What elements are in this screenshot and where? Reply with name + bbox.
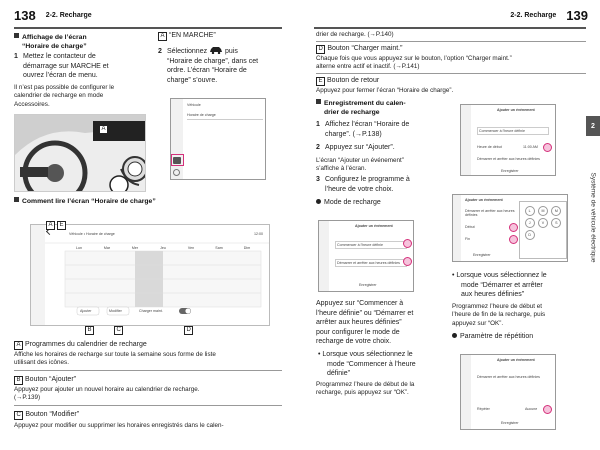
save-button-4[interactable]: Enregistrer: [501, 421, 519, 425]
add-button[interactable]: Ajouter: [80, 309, 92, 313]
highlight-repeat: [543, 405, 552, 414]
label-e-back: E: [57, 221, 66, 230]
dashboard-svg: [15, 115, 146, 192]
screen-title-add-event-4: Ajouter un événement: [497, 358, 535, 362]
item-d-title: D Bouton “Charger maint.”: [316, 44, 586, 54]
day-toggle-button[interactable]: D: [525, 230, 535, 240]
step-1: 1 Mettez le contacteur de démarrage sur MARCHE et ouvrez l’écran de menu.: [14, 53, 109, 80]
item-b-desc: Appuyez pour ajouter un nouvel horaire au calendrier de recharge. (→P.139): [14, 386, 200, 402]
day-toggle-button[interactable]: L: [525, 206, 535, 216]
left-section-title: 2-2. Recharge: [45, 11, 92, 19]
weekday-label: Mer: [131, 246, 139, 250]
register-step-1: 1 Affichez l’écran “Horaire de charge”. (→P.138): [316, 121, 410, 138]
start-time-screen: [460, 104, 556, 176]
charge-now-toggle[interactable]: [179, 308, 191, 315]
charge-schedule-screen: [30, 224, 270, 326]
chapter-tab-label: Système de véhicule électrique: [589, 172, 597, 262]
sub-bullet-start-at-time: • Lorsque vous sélectionnez le mode “Commencer à l’heure définie”: [318, 351, 416, 378]
heading-register: Enregistrement du calen- drier de recharge: [316, 99, 446, 117]
highlight-option-2: [403, 257, 412, 266]
day-buttons: [520, 202, 566, 244]
chapter-tab: 2: [586, 116, 600, 136]
screen-breadcrumb: Véhicule • Horaire de charge: [69, 232, 115, 236]
label-a-schedule: A: [46, 221, 55, 230]
day-toggle-button[interactable]: J: [525, 218, 535, 228]
menu-item-horaire[interactable]: Horaire de charge: [187, 113, 263, 120]
item-e-title: E Bouton de retour: [316, 76, 586, 86]
item-c-desc: Appuyez pour modifier ou supprimer les horaires enregistrés dans le calen-: [14, 422, 224, 429]
separator-c: [316, 41, 586, 42]
start-time-value[interactable]: 11:00 AM: [523, 145, 538, 149]
option-start-at-time[interactable]: Commencer à l’heure définie: [335, 241, 407, 249]
right-section-title: 2-2. Recharge: [510, 11, 557, 19]
heading-display-screen: Affichage de l’écran “Horaire de charge”: [14, 33, 144, 51]
item-a-title: A Programmes du calendrier de recharge: [14, 340, 284, 350]
screen-title: Véhicule: [187, 103, 201, 107]
item-c-title: C Bouton “Modifier”: [14, 410, 284, 420]
left-page-header: [14, 3, 92, 27]
steering-wheel-illustration: [14, 114, 146, 192]
weekday-label: Jeu: [160, 246, 166, 250]
search-icon[interactable]: [173, 169, 180, 176]
item-a-desc: Affiche les horaires de recharge sur toute la semaine sous forme de liste utilisant des icônes.: [14, 351, 216, 367]
day-toggle-button[interactable]: M: [538, 206, 548, 216]
callout-a-caption: A “EN MARCHE”: [158, 31, 284, 41]
item-d-desc: Chaque fois que vous appuyez sur le bouton, l’option “Charger maint.” alterne entre actif et inactif. (→P.141): [316, 55, 512, 71]
save-button-3[interactable]: Enregistrer: [473, 253, 491, 257]
left-page-number: 138: [14, 7, 36, 23]
start-stop-note: Programmez l’heure de début et l’heure de fin de la recharge, puis appuyez sur “OK”.: [452, 303, 546, 327]
right-header-rule: [314, 27, 586, 29]
weekday-label: Sam: [215, 246, 223, 250]
highlight-start: [509, 223, 518, 232]
repeat-label: Répéter: [477, 407, 490, 411]
sub-bullet-start-stop: • Lorsque vous sélectionnez le mode “Démarrer et arrêter aux heures définies”: [452, 272, 547, 299]
weekday-label: Lun: [76, 246, 82, 250]
note-add-event: L’écran “Ajouter un événement” s’affiche à l’écran.: [316, 157, 404, 173]
separator-a: [14, 370, 282, 371]
step-2: 2 Sélectionnez puis “Horaire de charge”, dans cet ordre. L’écran “Horaire de charge” s’ouvre.: [158, 48, 259, 84]
weekday-label: Dim: [243, 246, 251, 250]
right-page-number: 139: [566, 7, 588, 23]
menu-screen-illustration: [170, 98, 266, 180]
mode-instructions: Appuyez sur “Commencer à l’heure définie” ou “Démarrer et arrêter aux heures définies” pour configurer le mode de recharge de votre choix.: [316, 300, 414, 346]
label-c-modify: C: [114, 326, 123, 335]
note-accessories: Il n’est pas possible de configurer le calendrier de recharge en mode Accessoires.: [14, 84, 115, 108]
weekday-label: Mar: [103, 246, 111, 250]
option-start-at-time-selected[interactable]: Commencer à l’heure définie: [477, 127, 549, 135]
day-toggle-button[interactable]: V: [538, 218, 548, 228]
right-page-header: [510, 3, 588, 27]
highlight-car-menu: [171, 154, 184, 166]
screen-title-add-event: Ajouter un événement: [355, 224, 393, 228]
highlight-option-1: [403, 239, 412, 248]
repeat-value[interactable]: Aucune: [525, 407, 538, 411]
item-e-desc: Appuyez pour fermer l’écran “Horaire de charge”.: [316, 87, 454, 94]
bullet-charge-mode: Mode de recharge: [316, 198, 451, 208]
separator-d: [316, 73, 586, 74]
modify-button[interactable]: Modifier: [109, 309, 122, 313]
save-button-2[interactable]: Enregistrer: [501, 169, 519, 173]
left-header-rule: [14, 27, 282, 29]
option-start-stop-4[interactable]: Démarrer et arrêter aux heures définies: [477, 375, 540, 379]
day-toggle-button[interactable]: S: [551, 218, 561, 228]
repeat-setting-screen: [460, 354, 556, 430]
option-start-stop[interactable]: Démarrer et arrêter aux heures définies: [335, 259, 407, 267]
register-step-2: 2 Appuyez sur “Ajouter”.: [316, 144, 395, 151]
label-d-charge: D: [184, 326, 193, 335]
item-b-title: B Bouton “Ajouter”: [14, 375, 284, 385]
weekday-header: [65, 246, 261, 250]
save-button[interactable]: Enregistrer: [359, 283, 377, 287]
option-start-stop-3[interactable]: Démarrer et arrêter aux heures définies: [465, 209, 515, 217]
option-start-stop-2[interactable]: Démarrer et arrêter aux heures définies: [477, 157, 540, 161]
car-icon: [209, 46, 223, 54]
label-b-add: B: [85, 326, 94, 335]
start-end-time-screen: [452, 194, 568, 262]
bullet-repeat: Paramètre de répétition: [452, 332, 586, 342]
day-toggle-button[interactable]: M: [551, 206, 561, 216]
end-label: Fin: [465, 237, 470, 241]
start-label: Début: [465, 225, 475, 229]
register-step-3: 3 Configurez le programme à l’heure de votre choix.: [316, 176, 410, 193]
day-selector-panel: [519, 201, 567, 259]
weekday-label: Ven: [187, 246, 195, 250]
screen-clock: 12:00: [254, 232, 263, 236]
callout-a-steering: A: [99, 125, 108, 134]
start-at-time-note: Programmez l’heure de début de la recharge, puis appuyez sur “OK”.: [316, 381, 415, 397]
highlight-end: [509, 235, 518, 244]
heading-how-to-read: Comment lire l’écran “Horaire de charge”: [14, 197, 284, 206]
item-c-desc-cont: drier de recharge. (→P.140): [316, 31, 394, 38]
charge-now-label: Charger maint.: [139, 309, 163, 313]
screen-title-add-event-2: Ajouter un événement: [497, 108, 535, 112]
add-event-mode-screen: [318, 220, 414, 292]
highlight-start-time: [543, 143, 552, 152]
separator-b: [14, 405, 282, 406]
start-time-label: Heure de début: [477, 145, 502, 149]
screen-title-add-event-3: Ajouter un événement: [465, 198, 503, 202]
screen-sidebar: [171, 99, 183, 180]
